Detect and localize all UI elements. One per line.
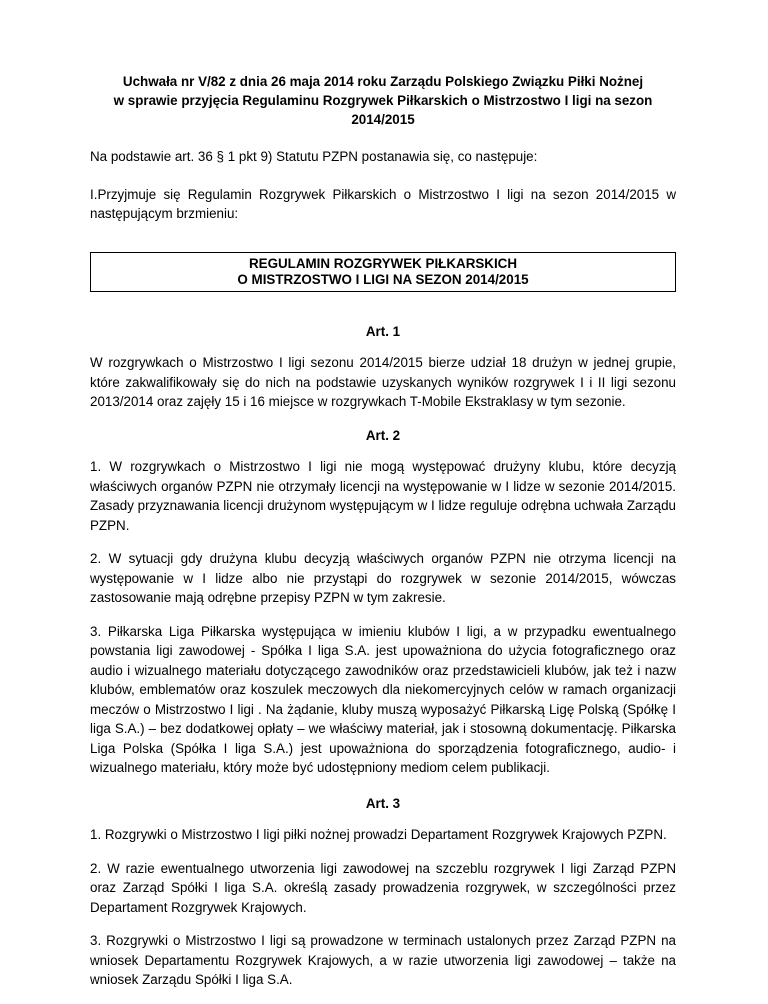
article-2	[90, 426, 676, 778]
title-line-2: w sprawie przyjęcia Regulaminu Rozgrywek Piłkarskich o Mistrzostwo I ligi na sezon	[113, 93, 653, 108]
regulation-title-line-1: REGULAMIN ROZGRYWEK PIŁKARSKICH	[248, 255, 518, 271]
article-1-heading: Art. 1	[365, 323, 401, 339]
article-3-heading: Art. 3	[365, 795, 401, 811]
document-content	[90, 72, 676, 1004]
adoption-declaration: I.Przyjmuje się Regulamin Rozgrywek Piłkarskich o Mistrzostwo I ligi na sezon 2014/2015 w następującym brzmieniu:	[90, 186, 676, 221]
article-3-paragraph-1: 1. Rozgrywki o Mistrzostwo I ligi piłki nożnej prowadzi Departament Rozgrywek Krajowych PZPN.	[90, 827, 667, 842]
article-1	[90, 322, 676, 412]
resolution-title	[90, 72, 676, 129]
article-2-heading: Art. 2	[365, 427, 401, 443]
article-3-paragraph-3: 3. Rozgrywki o Mistrzostwo I ligi są prowadzone w terminach ustalonych przez Zarząd PZPN na wniosek Departamentu Rozgrywek Krajowych, a w razie utworzenia ligi zawodowej – także na wniosek Zarządu Spółki I liga S.A.	[90, 933, 676, 987]
article-1-paragraph: W rozgrywkach o Mistrzostwo I ligi sezonu 2014/2015 bierze udział 18 drużyn w jednej grupie, które zakwalifikowały się do nich na podstawie uzyskanych wyników rozgrywek I i II ligi sezonu 2013/2014 oraz zajęły 15 i 16 miejsce w rozgrywkach T-Mobile Ekstraklasy w tym sezonie.	[90, 355, 676, 409]
article-3	[90, 794, 676, 990]
article-2-paragraph-3: 3. Piłkarska Liga Piłkarska występująca w imieniu klubów I ligi, a w przypadku ewentualnego powstania ligi zawodowej - Spółka I liga S.A. jest upoważniona do użycia fotograficznego oraz audio i wizualnego materiału dotyczącego zawodników oraz przedstawicieli klubów, jak też i nazw klubów, emblematów oraz koszulek meczowych dla niekomercyjnych celów w ramach organizacji meczów o Mistrzostwo I ligi . Na żądanie, kluby muszą wyposażyć Piłkarską Ligę Polską (Spółkę I liga S.A.) – bez dodatkowej opłaty – we właściwy materiał, jak i stosowną dokumentację. Piłkarska Liga Polska (Spółka I liga S.A.) jest upoważniona do sporządzenia fotograficznego, audio- i wizualnego materiału, który może być udostępniony mediom celem publikacji.	[90, 623, 676, 775]
title-line-3: 2014/2015	[351, 112, 415, 127]
legal-basis-text: Na podstawie art. 36 § 1 pkt 9) Statutu PZPN postanawia się, co następuje:	[90, 149, 538, 164]
title-line-1: Uchwała nr V/82 z dnia 26 maja 2014 roku Zarządu Polskiego Związku Piłki Nożnej	[122, 74, 644, 89]
regulation-title-box	[90, 252, 676, 292]
article-2-paragraph-1: 1. W rozgrywkach o Mistrzostwo I ligi nie mogą występować drużyny klubu, które decyzją właściwych organów PZPN nie otrzymały licencji na występowanie w I lidze w sezonie 2014/2015. Zasady przyznawania licencji drużynom występującym w I lidze reguluje odrębna uchwała Zarządu PZPN.	[90, 459, 676, 533]
article-2-paragraph-2: 2. W sytuacji gdy drużyna klubu decyzją właściwych organów PZPN nie otrzyma licencji na występowanie w I lidze albo nie przystąpi do rozgrywek w sezonie 2014/2015, wówczas zastosowanie mają odrębne przepisy PZPN w tym zakresie.	[90, 551, 676, 605]
article-3-paragraph-2: 2. W razie ewentualnego utworzenia ligi zawodowej na szczeblu rozgrywek I ligi Zarząd PZPN oraz Zarząd Spółki I liga S.A. określą zasady prowadzenia rozgrywek, w szczególności przez Departament Rozgrywek Krajowych.	[90, 860, 676, 915]
regulation-title-line-2: O MISTRZOSTWO I LIGI NA SEZON 2014/2015	[237, 271, 529, 287]
